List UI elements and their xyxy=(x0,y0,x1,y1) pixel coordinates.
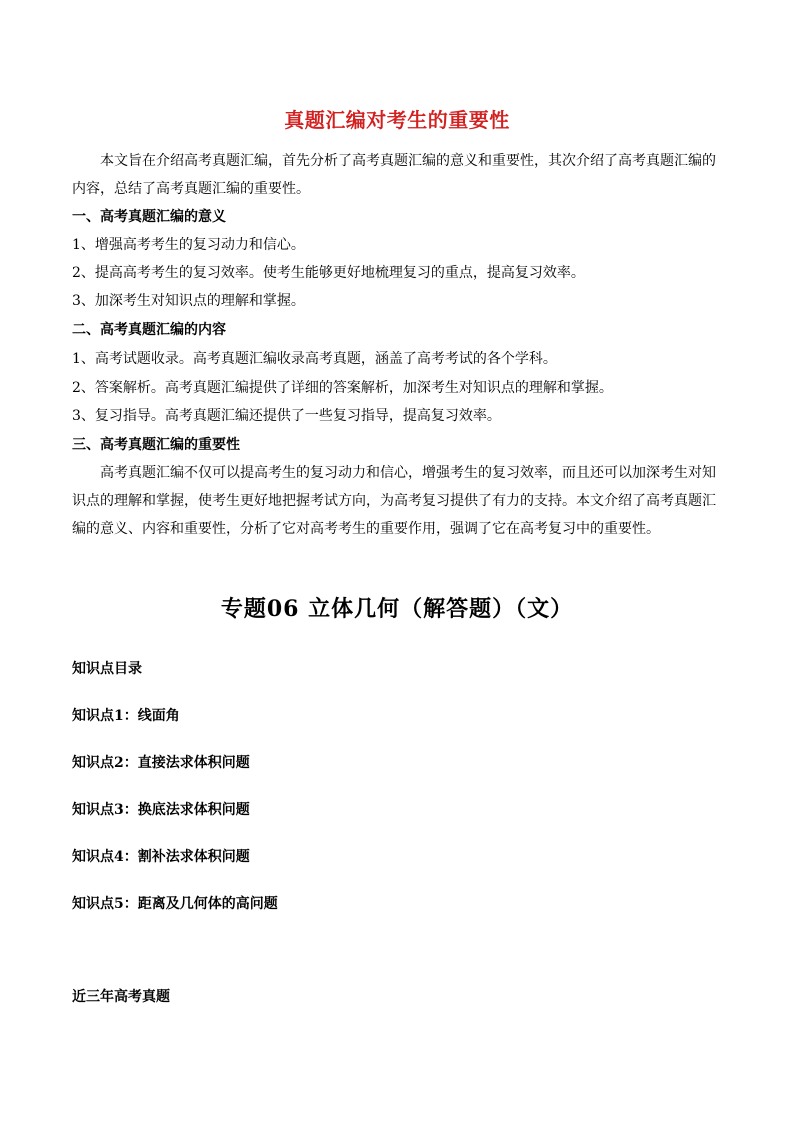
section-heading-content: 二、高考真题汇编的内容 xyxy=(72,322,226,338)
knowledge-point-item: 知识点3：换底法求体积问题 xyxy=(72,802,250,818)
topic-title: 专题06 立体几何（解答题）（文） xyxy=(220,596,574,622)
knowledge-point-item: 知识点5：距离及几何体的高问题 xyxy=(72,896,278,912)
list-item: 2、提高高考考生的复习效率。使考生能够更好地梳理复习的重点，提高复习效率。 xyxy=(72,265,585,281)
knowledge-point-item: 知识点4：割补法求体积问题 xyxy=(72,849,250,865)
list-item: 3、加深考生对知识点的理解和掌握。 xyxy=(72,293,305,309)
list-item: 1、增强高考考生的复习动力和信心。 xyxy=(72,237,305,253)
recent-exams-label: 近三年高考真题 xyxy=(72,989,170,1005)
list-item: 1、高考试题收录。高考真题汇编收录高考真题，涵盖了高考考试的各个学科。 xyxy=(72,351,557,367)
section-heading-significance: 一、高考真题汇编的意义 xyxy=(72,209,226,225)
knowledge-point-item: 知识点2：直接法求体积问题 xyxy=(72,755,250,771)
intro-paragraph: 本文旨在介绍高考真题汇编，首先分析了高考真题汇编的意义和重要性，其次介绍了高考真题汇编的内容，总结了高考真题汇编的重要性。 xyxy=(72,153,716,197)
document-title: 真题汇编对考生的重要性 xyxy=(284,108,510,132)
list-item: 3、复习指导。高考真题汇编还提供了一些复习指导，提高复习效率。 xyxy=(72,408,501,424)
summary-paragraph: 高考真题汇编不仅可以提高考生的复习动力和信心，增强考生的复习效率，而且还可以加深考生对知识点的理解和掌握，使考生更好地把握考试方向，为高考复习提供了有力的支持。本文介绍了高考真题汇编的意义、内容和重要性，分析了它对高考考生的重要作用，强调了它在高考复习中的重要性。 xyxy=(72,465,716,537)
knowledge-point-item: 知识点1：线面角 xyxy=(72,708,180,724)
section-heading-importance: 三、高考真题汇编的重要性 xyxy=(72,437,240,453)
toc-label: 知识点目录 xyxy=(72,661,142,677)
list-item: 2、答案解析。高考真题汇编提供了详细的答案解析，加深考生对知识点的理解和掌握。 xyxy=(72,380,613,396)
